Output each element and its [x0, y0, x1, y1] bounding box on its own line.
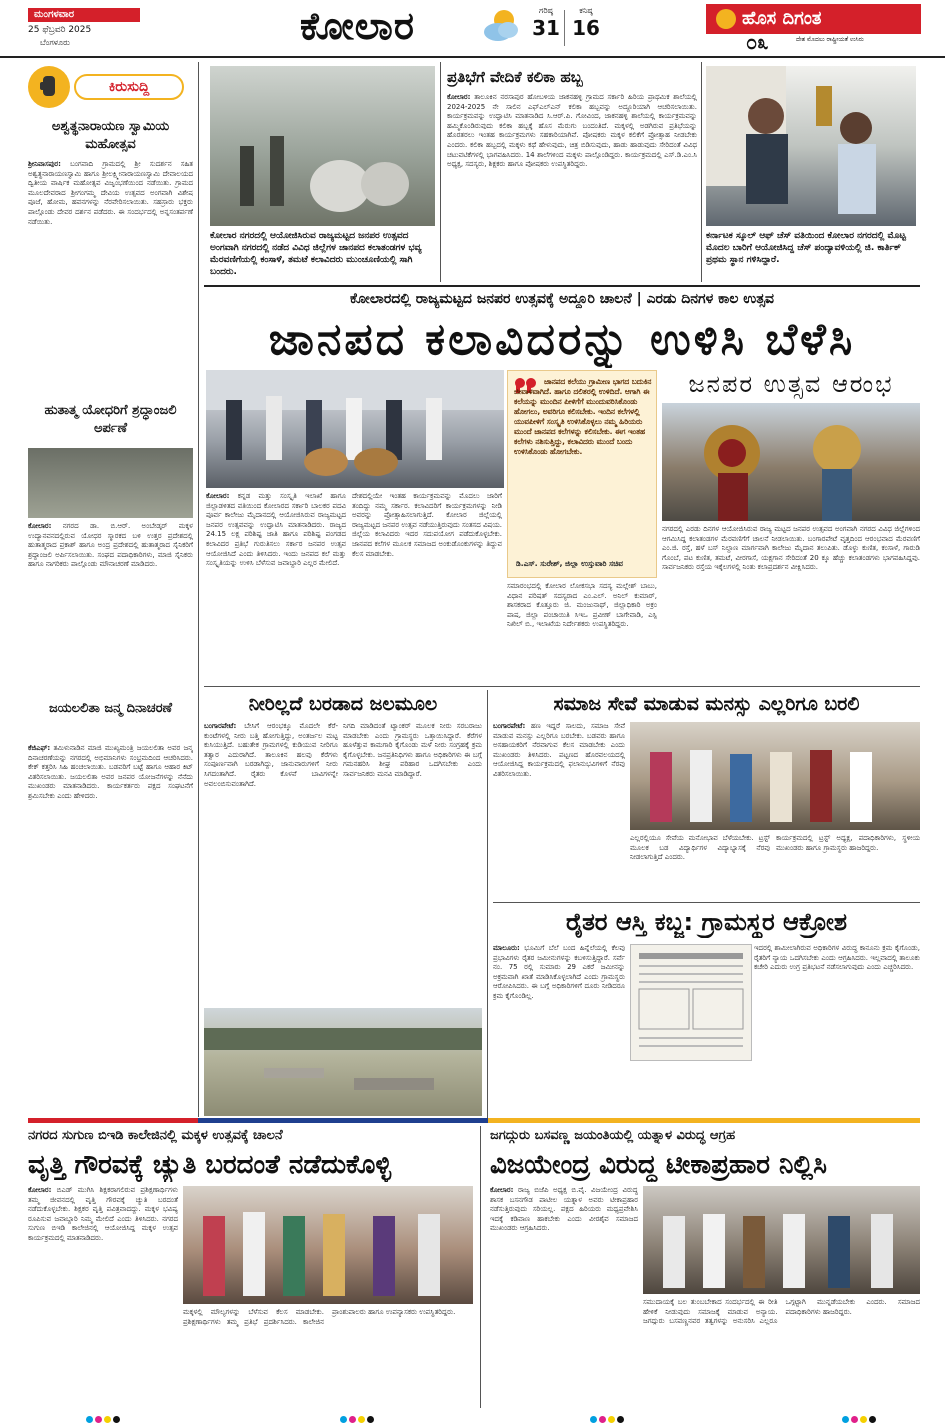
service-col-3: ಕಾರ್ಯಕ್ರಮದಲ್ಲಿ ಟ್ರಸ್ಟ್ ಅಧ್ಯಕ್ಷ, ಪದಾಧಿಕಾರಿಗಳು, ಸ್ಥಳೀಯ ಮುಖಂಡರು ಹಾಗೂ ಗ್ರಾಮಸ್ಥರು ಹಾಜರಿದ್ದರು. [776, 834, 920, 852]
service-bottom-rule [493, 902, 920, 903]
vijayendra-body-1: ರಾಜ್ಯ ಬಿಜೆಪಿ ಅಧ್ಯಕ್ಷ ಬಿ.ವೈ. ವಿಜಯೇಂದ್ರ ವಿರುದ್ಧ ಶಾಸಕ ಬಸನಗೌಡ ಪಾಟೀಲ ಯತ್ನಾಳ ಅವರು ಟೀಕಾಪ್ರಹಾರ ನಡೆಸುತ್ತಿರುವುದು ಸರಿಯಲ್ಲ. ಪಕ್ಷದ ಹಿರಿಯರು ಮಧ್ಯಪ್ರವೇಶಿಸಿ ಇದಕ್ಕೆ ಕಡಿವಾಣ ಹಾಕಬೇಕು ಎಂದು ವೀರಶೈವ ಸಮಾಜದ ಮುಖಂಡರು ಆಗ್ರಹಿಸಿದರು. [490, 1186, 638, 1233]
brief-1-title: ಅಶ್ವತ್ಥನಾರಾಯಣ ಸ್ವಾಮಿಯ ಮಹೋತ್ಸವ [51, 119, 170, 152]
brief-3-body: ತಮಿಳುನಾಡಿನ ಮಾಜಿ ಮುಖ್ಯಮಂತ್ರಿ ಜಯಲಲಿತಾ ಅವರ ಜನ್ಮ ದಿನಾಚರಣೆಯನ್ನು ನಗರದಲ್ಲಿ ಅಭಿಮಾನಿಗಳು ಸಂಭ್ರಮದಿಂದ ಆಚರಿಸಿದರು. ಕೇಕ್ ಕತ್ತರಿಸಿ ಸಿಹಿ ಹಂಚಲಾಯಿತು. ಬಡವರಿಗೆ ಬಟ್ಟೆ ಹಾಗೂ ಆಹಾರ ಕಿಟ್ ವಿತರಿಸಲಾಯಿತು. ಜಯಲಲಿತಾ ಅವರ ಜನಪರ ಯೋಜನೆಗಳನ್ನು ನೆನೆದು ಮುಖಂಡರು ಮಾತನಾಡಿದರು. ಕಾರ್ಯಕರ್ತರು ಪಕ್ಷದ ಸಂಘಟನೆಗೆ ಶ್ರಮಿಸಬೇಕು ಎಂದು ಹೇಳಿದರು. [28, 744, 193, 800]
lead-col-2: ದೇಶದಲ್ಲಿಯೇ ಇಂತಹ ಕಾರ್ಯಕ್ರಮವನ್ನು ಮೊದಲು ಜಾರಿಗೆ ತಂದಿದ್ದು ನಮ್ಮ ಸರ್ಕಾರ. ಕಲಾವಿದರಿಗೆ ಕಾರ್ಯಕ್ರಮಗಳನ್ನು ನೀಡಿ ಅವರನ್ನು ಪ್ರೋತ್ಸಾಹಿಸಲಾಗುತ್ತಿದೆ. ಕೋಲಾರ ಜಿಲ್ಲೆಯಲ್ಲಿ ರಾಜ್ಯಮಟ್ಟದ ಜನಪರ ಉತ್ಸವ ನಡೆಯುತ್ತಿರುವುದು ಸಂತಸದ ವಿಷಯ. ಜಿಲ್ಲೆಯ ಕಲಾವಿದರು ಇದರ ಸದುಪಯೋಗ ಪಡೆದುಕೊಳ್ಳಬೇಕು. ಜಾನಪದ ಕಲೆಗಳ ಮೂಲಕ ಸಮಾಜದ ಅಂಕುಡೊಂಕುಗಳನ್ನು ತಿದ್ದುವ ಕೆಲಸ ಮಾಡಬೇಕು. [352, 492, 502, 558]
weather-divider [564, 10, 565, 46]
vritti-col-2: ಮಕ್ಕಳಲ್ಲಿ ಮೌಲ್ಯಗಳನ್ನು ಬೆಳೆಸುವ ಕೆಲಸ ಮಾಡಬೇಕು. ಪ್ರಶಿಕ್ಷಣಾರ್ಥಿಗಳು ತಮ್ಮ ಪ್ರತಿಭೆ ಪ್ರದರ್ಶಿಸಿದರು. ಕಾಲೇಜಿನ ಪ್ರಾಂಶುಪಾಲರು ಹಾಗೂ ಉಪನ್ಯಾಸಕರು ಉಪಸ್ಥಿತರಿದ್ದರು. [183, 1308, 456, 1326]
brand-tagline: ದೇಶ ಮೊದಲು ರಾಷ್ಟ್ರೀಯತೆ ಉಸಿರು [796, 36, 864, 43]
edition-title: ಕೋಲಾರ [300, 4, 415, 48]
weather-max [528, 6, 564, 50]
lead-subhead: ಜನಪರ ಉತ್ಸವ ಆರಂಭ [688, 370, 894, 398]
brief-1-body-wrap [28, 160, 193, 395]
brief-1-dateline: ಶ್ರೀನಿವಾಸಪುರ: [28, 160, 61, 168]
brand-banner [706, 4, 921, 34]
masthead-city: ಬೆಂಗಳೂರು [40, 38, 70, 47]
bottom-rule [480, 1126, 481, 1408]
vijayendra-title: ವಿಜಯೇಂದ್ರ ವಿರುದ್ಧ ಟೀಕಾಪ್ರಹಾರ ನಿಲ್ಲಿಸಿ [490, 1150, 827, 1180]
color-bar-yellow [488, 1118, 920, 1123]
water-body-1: ಬೇಸಿಗೆ ಆರಂಭಕ್ಕೂ ಮೊದಲೇ ಕೆರೆ-ಕುಂಟೆಗಳಲ್ಲಿ ನೀರು ಬತ್ತಿ ಹೋಗುತ್ತಿದ್ದು, ಅಂತರ್ಜಲ ಮಟ್ಟ ಕುಸಿಯುತ್ತಿದೆ. ಬಹುತೇಕ ಗ್ರಾಮಗಳಲ್ಲಿ ಕುಡಿಯುವ ನೀರಿಗೂ ತತ್ವಾರ ಎದುರಾಗಿದೆ. ತಾಲೂಕಿನ ಹಲವು ಕೆರೆಗಳು ಸಂಪೂರ್ಣವಾಗಿ ಬರಡಾಗಿದ್ದು, ಜಾನುವಾರುಗಳಿಗೆ ನೀರು ಸಿಗದಂತಾಗಿದೆ. ರೈತರು ಕೊಳವೆ ಬಾವಿಗಳನ್ನೇ ಅವಲಂಬಿಸುವಂತಾಗಿದೆ. [204, 722, 338, 788]
service-title: ಸಮಾಜ ಸೇವೆ ಮಾಡುವ ಮನಸ್ಸು ಎಲ್ಲರಿಗೂ ಬರಲಿ [553, 693, 860, 715]
vritti-dateline: ಕೋಲಾರ: [28, 1186, 52, 1194]
kalika-body: ತಾಲೂಕಿನ ನರಸಾಪುರ ಹೋಬಳಿಯ ಜಾಕನಹಳ್ಳಿ ಗ್ರಾಮದ ಸರ್ಕಾರಿ ಹಿರಿಯ ಪ್ರಾಥಮಿಕ ಶಾಲೆಯಲ್ಲಿ 2024-2025 ನೇ ಸಾಲಿನ ಎಫ್‌ಎಲ್‌ಎನ್ ಕಲಿಕಾ ಹಬ್ಬವನ್ನು ಅದ್ದೂರಿಯಾಗಿ ಆಚರಿಸಲಾಯಿತು. ಕಾರ್ಯಕ್ರಮವನ್ನು ಉದ್ಘಾಟಿಸಿ ಮಾತನಾಡಿದ ಸಿ.ಆರ್.ಪಿ. ಗೋವಿಂದ, ಜಾಕನಹಳ್ಳಿ ಶಾಲೆಯಲ್ಲಿ ಕಾರ್ಯಕ್ರಮವನ್ನು ಹಮ್ಮಿಕೊಂಡಿರುವುದು ಕಲಿಕಾ ಹಬ್ಬಕ್ಕೆ ಹೊಸ ಮೆರುಗು ಬಂದಂತಿದೆ. ಮಕ್ಕಳಲ್ಲಿ ಅಡಗಿರುವ ಪ್ರತಿಭೆಯನ್ನು ಹೊರತರಲು ಇಂತಹ ಕಾರ್ಯಕ್ರಮಗಳು ಸಹಕಾರಿಯಾಗಿವೆ. ಪೋಷಕರು ಮಕ್ಕಳ ಕಲಿಕೆಗೆ ಪ್ರೋತ್ಸಾಹ ನೀಡಬೇಕು ಎಂದರು. ಕಲಿಕಾ ಹಬ್ಬದಲ್ಲಿ ಮಕ್ಕಳು ಕಥೆ ಹೇಳುವುದು, ಚಿತ್ರ ಬಿಡಿಸುವುದು, ಹಾಡು ಹಾಡುವುದು ಸೇರಿದಂತೆ ವಿವಿಧ ಚಟುವಟಿಕೆಗಳಲ್ಲಿ ಭಾಗವಹಿಸಿದರು. 14 ಶಾಲೆಗಳಿಂದ ಮಕ್ಕಳು ಪಾಲ್ಗೊಂಡಿದ್ದರು. ಕಾರ್ಯಕ್ರಮದಲ್ಲಿ ಎಸ್.ಡಿ.ಎಂ.ಸಿ ಅಧ್ಯಕ್ಷ, ಸದಸ್ಯರು, ಶಿಕ್ಷಕರು ಹಾಗೂ ಪೋಷಕರು ಉಪಸ್ಥಿತರಿದ್ದರು. [447, 93, 697, 169]
lead-dateline: ಕೋಲಾರ: [206, 492, 230, 500]
water-col-1 [204, 722, 338, 1004]
brief-1-body: ಬಂಗವಾದಿ ಗ್ರಾಮದಲ್ಲಿ ಶ್ರೀ ಸುದರ್ಶನ ಸಹಿತ ಅಶ್ವತ್ಥನಾರಾಯಣಸ್ವಾಮಿ ಹಾಗೂ ಶ್ರೀಲಕ್ಷ್ಮೀನಾರಾಯಣಸ್ವಾಮಿ ದೇವಾಲಯದ ದ್ವಿತೀಯ ವಾರ್ಷಿಕ ಮಹೋತ್ಸವ ವಿಜೃಂಭಣೆಯಿಂದ ನಡೆಯಿತು. ಗ್ರಾಮದ ಮೂಲದೇವರಾದ ಶ್ರೀಗಂಗಮ್ಮ ದೇವಿಯ ಉತ್ಸವದ ಅಂಗವಾಗಿ ವಿಶೇಷ ಪೂಜೆ, ಹೋಮ, ಹವನಗಳನ್ನು ನೆರವೇರಿಸಲಾಯಿತು. ಸಹಸ್ರಾರು ಭಕ್ತರು ಪಾಲ್ಗೊಂಡು ದೇವರ ದರ್ಶನ ಪಡೆದರು. ಈ ಸಂದರ್ಭದಲ್ಲಿ ಅನ್ನಸಂತರ್ಪಣೆ ನಡೆಯಿತು. [28, 160, 193, 226]
service-col-1 [493, 722, 625, 897]
water-dateline: ಬಂಗಾರಪೇಟೆ: [204, 722, 237, 730]
lead-col-3: ಸಮಾರಂಭದಲ್ಲಿ ಕೋಲಾರ ಲೋಕಸಭಾ ಸದಸ್ಯ ಮಲ್ಲೇಶ್ ಬಾಬು, ವಿಧಾನ ಪರಿಷತ್ ಸದಸ್ಯರಾದ ಎಂ.ಎಲ್. ಅನಿಲ್ ಕುಮಾರ್, ಶಾಸಕರಾದ ಕೊತ್ತೂರು ಜಿ. ಮಂಜುನಾಥ್, ಜಿಲ್ಲಾಧಿಕಾರಿ ಅಕ್ರಂ ಪಾಷ, ಜಿಲ್ಲಾ ಪಂಚಾಯಿತಿ ಸಿಇಒ ಪ್ರವೀಣ್ ಬಾಗೇವಾಡಿ, ಎಸ್ಪಿ ನಿಖಿಲ್ ಬಿ., ಇಲಾಖೆಯ ನಿರ್ದೇಶಕರು ಉಪಸ್ಥಿತರಿದ್ದರು. [507, 582, 657, 629]
brief-3-body-wrap [28, 744, 193, 1114]
color-bar-red [28, 1118, 198, 1123]
brief-1 [28, 118, 193, 158]
chess-caption: ಕರ್ನಾಟಕ ಸ್ಕೂಲ್ ಆಫ್ ಚೆಸ್ ವತಿಯಿಂದ ಕೋಲಾರ ನಗರದಲ್ಲಿ ಮೊಟ್ಟ ಮೊದಲ ಬಾರಿಗೆ ಆಯೋಜಿಸಿದ್ದ ಚೆಸ್ ಪಂದ್ಯಾವಳಿಯಲ್ಲಿ ಜಿ. ಕಾರ್ತಿಕ್ ಪ್ರಥಮ ಸ್ಥಾನ ಗಳಿಸಿದ್ದಾರೆ. [706, 231, 906, 265]
brief-2 [28, 402, 193, 442]
vritti-title: ವೃತ್ತಿ ಗೌರವಕ್ಕೆ ಚ್ಯುತಿ ಬರದಂತೆ ನಡೆದುಕೊಳ್ಳಿ [28, 1150, 392, 1180]
vritti-photo [183, 1186, 473, 1304]
lead-photo-stage [206, 370, 504, 488]
vritti-body-1: ಬಿಎಡ್ ಮುಗಿಸಿ ಶಿಕ್ಷಕರಾಗಲಿರುವ ಪ್ರಶಿಕ್ಷಣಾರ್ಥಿಗಳು ತಮ್ಮ ಜೀವನದಲ್ಲಿ ವೃತ್ತಿ ಗೌರವಕ್ಕೆ ಚ್ಯುತಿ ಬರದಂತೆ ನಡೆದುಕೊಳ್ಳಬೇಕು. ಶಿಕ್ಷಕರ ವೃತ್ತಿ ಪವಿತ್ರವಾದದ್ದು. ಮಕ್ಕಳ ಭವಿಷ್ಯ ರೂಪಿಸುವ ಜವಾಬ್ದಾರಿ ನಿಮ್ಮ ಮೇಲಿದೆ ಎಂದು ತಿಳಿಸಿದರು. ನಗರದ ಸುಗುಣ ಬಿಇಡಿ ಕಾಲೇಜಿನಲ್ಲಿ ಆಯೋಜಿಸಿದ್ದ ಮಕ್ಕಳ ಉತ್ಸವ ಕಾರ್ಯಕ್ರಮದಲ್ಲಿ ಮಾತನಾಡಿದರು. [28, 1186, 178, 1242]
vritti-col-1 [28, 1186, 178, 1406]
kalika-body-wrap [447, 93, 697, 283]
lead-quote-text: ಜಾನಪದ ಕಲೆಯು ಗ್ರಾಮೀಣ ಭಾಗದ ಬದುಕಿನ ಜೀವಾಳವಾಗಿದೆ. ಹಾಗೂ ದಲಿತರಲ್ಲಿ ಉಳಿದಿದೆ. ಆಗಾಗಿ ಈ ಕಲೆಯನ್ನು ಮುಂದಿನ ಪೀಳಿಗೆಗೆ ಮುಂದುವರಿಸಿಕೊಂಡು ಹೋಗಲು, ಅವರಿಗೂ ಕಲಿಸಬೇಕು. ಇಂದಿನ ಕಲೆಗಳಲ್ಲಿ ಯುವಪೀಳಿಗೆ ಸಂಸ್ಕೃತಿ ಉಳಿಸಿಕೊಳ್ಳಲು ನಮ್ಮ ಹಿರಿಯರು ಮುಂದೆ ಜಾನಪದ ಕಲೆಗಳನ್ನು ಕಲಿಸಬೇಕು. ಈಗ ಇಂತಹ ಕಲೆಗಳು ನಶಿಸುತ್ತಿದ್ದು, ಕಲಾವಿದರು ಮುಂದೆ ಬಂದು ಉಳಿಸಿಕೊಂಡು ಹೋಗಬೇಕು. [514, 377, 652, 456]
kirusuddi-label-box [74, 74, 184, 100]
masthead [0, 0, 945, 58]
brand-logo-icon [716, 9, 736, 29]
weather-min-label: ಕನಿಷ್ಠ [579, 6, 593, 15]
farmers-dateline: ಮಾಲೂರು: [493, 944, 520, 952]
vijayendra-col-1 [490, 1186, 638, 1406]
brief-2-dateline: ಕೋಲಾರ: [28, 522, 52, 530]
service-dateline: ಬಂಗಾರಪೇಟೆ: [493, 722, 526, 730]
page-number: ೦೩ [746, 30, 769, 54]
weather-max-value: 31 [532, 16, 560, 40]
water-photo [204, 1008, 482, 1116]
service-photo [630, 722, 920, 830]
color-bar-blue [198, 1118, 488, 1123]
kirusuddi-label: ಕಿರುಸುದ್ದಿ [108, 79, 150, 95]
brief-3-dateline: ಕೆಜಿಎಫ್: [28, 744, 51, 752]
weather-min-value: 16 [572, 16, 600, 40]
vijayendra-dateline: ಕೋಲಾರ: [490, 1186, 514, 1194]
kirusuddi-icon [28, 66, 70, 108]
day-badge [28, 8, 140, 22]
lead-quote-author: ಡಿ.ಎಸ್. ಸುರೇಶ್, ಜಿಲ್ಲಾ ಉಸ್ತುವಾರಿ ಸಚಿವ [516, 559, 623, 568]
brief-2-body: ನಗರದ ಡಾ. ಬಿ.ಆರ್. ಅಂಬೇಡ್ಕರ್ ಮಕ್ಕಳ ಉದ್ಯಾನವನದಲ್ಲಿರುವ ಯೋಧರ ಸ್ಮಾರಕದ ಬಳಿ ಉತ್ತರ ಪ್ರದೇಶದಲ್ಲಿ ಹುತಾತ್ಮರಾದ ಪ್ರಕಾಶ್ ಹಾಗೂ ಅಂದ್ರ ಪ್ರದೇಶದಲ್ಲಿ ಹುತಾತ್ಮರಾದ ಸೈನಿಕರಿಗೆ ಶ್ರದ್ಧಾಂಜಲಿ ಅರ್ಪಿಸಲಾಯಿತು. ಸಂಘದ ಪದಾಧಿಕಾರಿಗಳು, ಮಾಜಿ ಸೈನಿಕರು ಹಾಗೂ ನಾಗರಿಕರು ಪಾಲ್ಗೊಂಡು ಮೌನಾಚರಣೆ ಮಾಡಿದರು. [28, 522, 193, 569]
top-rule-1 [440, 62, 441, 282]
farmers-body-1: ಭೂಮಿಗೆ ಬೆಲೆ ಬಂದ ಹಿನ್ನೆಲೆಯಲ್ಲಿ ಕೆಲವು ಪ್ರಭಾವಿಗಳು ರೈತರ ಜಮೀನುಗಳನ್ನು ಕಬಳಿಸುತ್ತಿದ್ದಾರೆ. ಸರ್ವೆ ನಂ. 75 ರಲ್ಲಿ ಸುಮಾರು 29 ಎಕರೆ ಜಮೀನನ್ನು ಅಕ್ರಮವಾಗಿ ಖಾತೆ ಮಾಡಿಸಿಕೊಳ್ಳಲಾಗಿದೆ ಎಂದು ಗ್ರಾಮಸ್ಥರು ಆರೋಪಿಸಿದರು. ಈ ಬಗ್ಗೆ ಅಧಿಕಾರಿಗಳಿಗೆ ದೂರು ನೀಡಿದರೂ ಕ್ರಮ ಕೈಗೊಂಡಿಲ್ಲ. [493, 944, 625, 1000]
lead-photo-performers [662, 403, 920, 521]
weather-icon [478, 6, 522, 46]
chess-photo [706, 66, 916, 226]
service-body-1: ಹಣ ಇದ್ದರೆ ಸಾಲದು, ಸಮಾಜ ಸೇವೆ ಮಾಡುವ ಮನಸ್ಸು ಎಲ್ಲರಿಗೂ ಬರಬೇಕು. ಬಡವರು ಹಾಗೂ ಅಸಹಾಯಕರಿಗೆ ನೆರವಾಗುವ ಕೆಲಸ ಮಾಡಬೇಕು ಎಂದು ಮುಖಂಡರು ತಿಳಿಸಿದರು. ಪಟ್ಟಣದ ಹೊರವಲಯದಲ್ಲಿ ಆಯೋಜಿಸಿದ್ದ ಕಾರ್ಯಕ್ರಮದಲ್ಲಿ ಫಲಾನುಭವಿಗಳಿಗೆ ನೆರವು ವಿತರಿಸಲಾಯಿತು. [493, 722, 625, 778]
kalika-dateline: ಕೋಲಾರ: [447, 93, 471, 101]
farmers-title: ರೈತರ ಆಸ್ತಿ ಕಬ್ಜ: ಗ್ರಾಮಸ್ಥರ ಆಕ್ರೋಶ [565, 908, 848, 936]
masthead-date: 25 ಫೆಬ್ರವರಿ 2025 [28, 25, 92, 35]
weather-max-label: ಗರಿಷ್ಠ [539, 6, 553, 15]
vijayendra-photo [643, 1186, 920, 1294]
lead-top-rule [204, 285, 920, 287]
lead-quote-box [507, 370, 657, 578]
lead-col-1 [206, 492, 346, 682]
brief-3 [28, 700, 193, 740]
farmers-col-2: ಇದರಲ್ಲಿ ಶಾಮೀಲಾಗಿರುವ ಅಧಿಕಾರಿಗಳ ವಿರುದ್ಧ ಕಾನೂನು ಕ್ರಮ ಕೈಗೊಂಡು, ರೈತರಿಗೆ ನ್ಯಾಯ ಒದಗಿಸಬೇಕು ಎಂದು ಆಗ್ರಹಿಸಿದರು. ಇಲ್ಲವಾದಲ್ಲಿ ತಾಲೂಕು ಕಚೇರಿ ಎದುರು ಉಗ್ರ ಪ್ರತಿಭಟನೆ ನಡೆಸಲಾಗುವುದು ಎಂದು ಎಚ್ಚರಿಸಿದರು. [754, 944, 920, 972]
kalika-title: ಪ್ರತಿಭೆಗೆ ವೇದಿಕೆ ಕಲಿಕಾ ಹಬ್ಬ [447, 68, 583, 86]
service-col-2: ಎಲ್ಲರಲ್ಲಿಯೂ ಸೇವೆಯ ಮನೋಭಾವ ಬೆಳೆಯಬೇಕು. ಟ್ರಸ್ಟ್ ಮೂಲಕ ಬಡ ವಿದ್ಯಾರ್ಥಿಗಳ ವಿದ್ಯಾಭ್ಯಾಸಕ್ಕೆ ನೆರವು ನೀಡಲಾಗುತ್ತಿದೆ ಎಂದರು. [630, 834, 770, 862]
top-rule-2 [701, 62, 702, 282]
farmers-document [630, 944, 752, 1061]
kirusuddi-badge [28, 66, 188, 110]
brief-2-photo [28, 448, 193, 518]
brief-3-title: ಜಯಲಲಿತಾ ಜನ್ಮ ದಿನಾಚರಣೆ [48, 701, 173, 716]
masthead-day: ಮಂಗಳವಾರ [34, 9, 75, 20]
vijayendra-col-2: ಸಮುದಾಯಕ್ಕೆ ಬಲ ತುಂಬಬೇಕಾದ ಸಂದರ್ಭದಲ್ಲಿ ಈ ರೀತಿ ಹೇಳಿಕೆ ನೀಡುವುದು ಸಮಾಜಕ್ಕೆ ಮಾಡುವ ಅನ್ಯಾಯ. ಜಗದ್ಗುರು ಬಸವಣ್ಣನವರ ತತ್ವಗಳನ್ನು ಅನುಸರಿಸಿ ಎಲ್ಲರೂ ಒಗ್ಗಟ್ಟಾಗಿ ಮುನ್ನಡೆಯಬೇಕು ಎಂದರು. ಸಮಾಜದ ಪದಾಧಿಕಾರಿಗಳು ಹಾಜರಿದ್ದರು. [643, 1298, 920, 1326]
lead-kicker: ಕೋಲಾರದಲ್ಲಿ ರಾಜ್ಯಮಟ್ಟದ ಜನಪರ ಉತ್ಸವಕ್ಕೆ ಅದ್ದೂರಿ ಚಾಲನೆ | ಎರಡು ದಿನಗಳ ಕಾಲ ಉತ್ಸವ [350, 291, 774, 307]
lead-col-4: ನಗರದಲ್ಲಿ ಎರಡು ದಿನಗಳ ಆಯೋಜಿಸಿರುವ ರಾಜ್ಯ ಮಟ್ಟದ ಜನಪರ ಉತ್ಸವದ ಅಂಗವಾಗಿ ನಗರದ ವಿವಿಧ ಜಿಲ್ಲೆಗಳಿಂದ ಆಗಮಿಸಿದ್ದ ಕಲಾತಂಡಗಳ ಮೆರವಣಿಗೆಗೆ ಚಾಲನೆ ನೀಡಲಾಯಿತು. ಬಂಗಾರಪೇಟೆ ವೃತ್ತದಿಂದ ಆರಂಭವಾದ ಮೆರವಣಿಗೆ ಎಂ.ಜಿ. ರಸ್ತೆ, ಹಳೆ ಬಸ್ ನಿಲ್ದಾಣ ಮಾರ್ಗವಾಗಿ ಕಾಲೇಜು ಮೈದಾನ ತಲುಪಿತು. ಡೊಳ್ಳು ಕುಣಿತ, ಕಂಸಾಳೆ, ಗಾರುಡಿ ಗೊಂಬೆ, ಪಟ ಕುಣಿತ, ತಮಟೆ, ವೀರಗಾಸೆ, ಯಕ್ಷಗಾನ ಸೇರಿದಂತೆ 20 ಕ್ಕೂ ಹೆಚ್ಚು ಕಲಾತಂಡಗಳು ಭಾಗವಹಿಸಿದ್ದವು. ಸಾರ್ವಜನಿಕರು ರಸ್ತೆಯ ಇಕ್ಕೆಲಗಳಲ್ಲಿ ನಿಂತು ಕಲಾಪ್ರದರ್ಶನ ವೀಕ್ಷಿಸಿದರು. [662, 525, 920, 572]
procession-caption: ಕೋಲಾರ ನಗರದಲ್ಲಿ ಆಯೋಜಿಸಿರುವ ರಾಜ್ಯಮಟ್ಟದ ಜನಪರ ಉತ್ಸವದ ಅಂಗವಾಗಿ ನಗರದಲ್ಲಿ ನಡೆದ ವಿವಿಧ ಜಿಲ್ಲೆಗಳ ಜಾನಪದ ಕಲಾತಂಡಗಳ ಭವ್ಯ ಮೆರವಣಿಗೆಯಲ್ಲಿ ಕಂಸಾಳೆ, ತಮಟೆ ಕಲಾವಿದರು ಮುಂಚೂಣಿಯಲ್ಲಿ ಸಾಗಿ ಬಂದರು. [210, 231, 422, 277]
brief-2-title: ಹುತಾತ್ಮ ಯೋಧರಿಗೆ ಶ್ರದ್ಧಾಂಜಲಿ ಅರ್ಪಣೆ [44, 403, 177, 436]
weather-min [568, 6, 604, 50]
lead-bottom-rule [204, 686, 920, 687]
water-title: ನೀರಿಲ್ಲದೆ ಬರಡಾದ ಜಲಮೂಲ [248, 693, 438, 715]
vijayendra-kicker: ಜಗದ್ಗುರು ಬಸವಣ್ಣ ಜಯಂತಿಯಲ್ಲಿ ಯತ್ನಾಳ ವಿರುದ್ಧ ಆಗ್ರಹ [490, 1128, 736, 1143]
lead-headline: ಜಾನಪದ ಕಲಾವಿದರನ್ನು ಉಳಿಸಿ ಬೆಳೆಸಿ [268, 314, 856, 365]
procession-photo [210, 66, 435, 226]
lead-body-1: ಕನ್ನಡ ಮತ್ತು ಸಂಸ್ಕೃತಿ ಇಲಾಖೆ ಹಾಗೂ ಜಿಲ್ಲಾಡಳಿತದ ವತಿಯಿಂದ ಕೋಲಾರದ ಸರ್ಕಾರಿ ಬಾಲಕರ ಪದವಿ ಪೂರ್ವ ಕಾಲೇಜು ಮೈದಾನದಲ್ಲಿ ಆಯೋಜಿಸಿರುವ ರಾಜ್ಯಮಟ್ಟದ ಜನಪರ ಉತ್ಸವವನ್ನು ಉದ್ಘಾಟಿಸಿ ಮಾತನಾಡಿದರು. ರಾಜ್ಯದ 24.15 ಲಕ್ಷ ಪರಿಶಿಷ್ಟ ಜಾತಿ ಹಾಗೂ ಪರಿಶಿಷ್ಟ ಪಂಗಡದ ಕಲಾವಿದರ ಪ್ರತಿಭೆ ಗುರುತಿಸಲು ಸರ್ಕಾರ ಜನಪರ ಉತ್ಸವ ಆಯೋಜಿಸಿದೆ ಎಂದು ತಿಳಿಸಿದರು. ಇಂದು ಜನಪದ ಕಲೆ ಮತ್ತು ಸಂಸ್ಕೃತಿಯನ್ನು ಉಳಿಸಿ ಬೆಳೆಸುವ ಜವಾಬ್ದಾರಿ ಎಲ್ಲರ ಮೇಲಿದೆ. [206, 492, 346, 568]
water-col-2: ನಿಗದಿ ಮಾಡಿದಂತೆ ಟ್ಯಾಂಕರ್ ಮೂಲಕ ನೀರು ಸರಬರಾಜು ಮಾಡಬೇಕು ಎಂದು ಗ್ರಾಮಸ್ಥರು ಒತ್ತಾಯಿಸಿದ್ದಾರೆ. ಕೆರೆಗಳ ಹೂಳೆತ್ತುವ ಕಾಮಗಾರಿ ಕೈಗೊಂಡು ಮಳೆ ನೀರು ಸಂಗ್ರಹಕ್ಕೆ ಕ್ರಮ ಕೈಗೊಳ್ಳಬೇಕು. ಜನಪ್ರತಿನಿಧಿಗಳು ಹಾಗೂ ಅಧಿಕಾರಿಗಳು ಈ ಬಗ್ಗೆ ಗಮನಹರಿಸಿ ಶೀಘ್ರ ಪರಿಹಾರ ಒದಗಿಸಬೇಕು ಎಂದು ಸಾರ್ವಜನಿಕರು ಮನವಿ ಮಾಡಿದ್ದಾರೆ. [343, 722, 482, 778]
farmers-col-1 [493, 944, 625, 1116]
left-column-rule [198, 62, 199, 1117]
middle-rule [487, 690, 488, 1118]
brand-name: ಹೊಸ ದಿಗಂತ [742, 8, 822, 29]
vritti-kicker: ನಗರದ ಸುಗುಣ ಬಿಇಡಿ ಕಾಲೇಜಿನಲ್ಲಿ ಮಕ್ಕಳ ಉತ್ಸವಕ್ಕೆ ಚಾಲನೆ [28, 1128, 283, 1143]
brief-2-body-wrap [28, 522, 193, 690]
